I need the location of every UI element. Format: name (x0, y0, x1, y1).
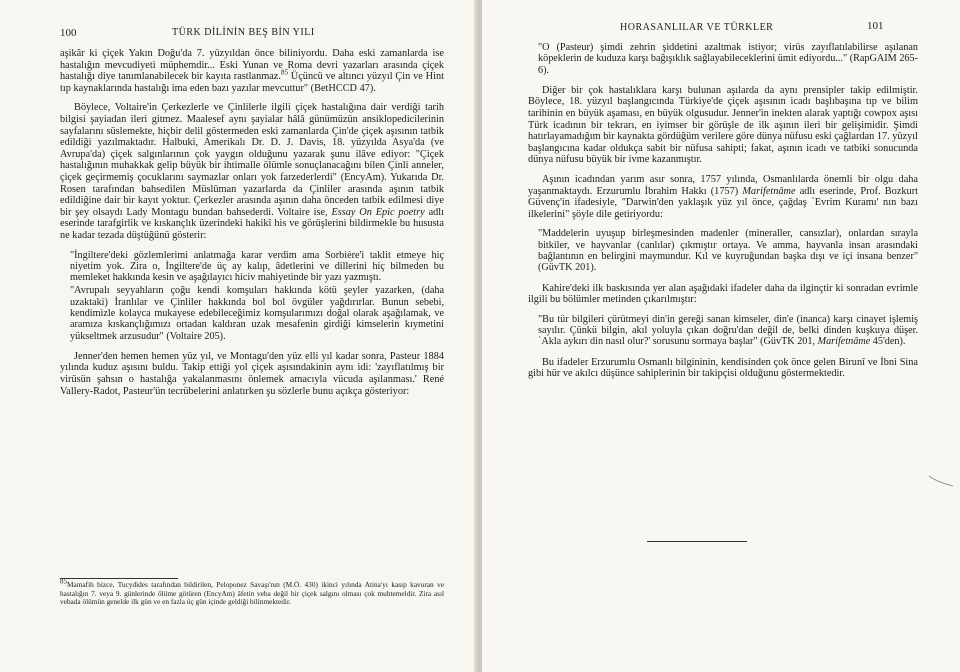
left-quote-2: "Avrupalı seyyahların çoğu kendi komşuları hakkında kötü şeyler yazarken, (daha uzaktaki) İranlılar ve Çinliler hakkında bol bol övgüler yağdırırlar. Bunun sebebi, kendimizle kolayca mukayese edebileceğimiz komşularımızı doğal olarak aşağılamak, ve aramıza kıskançlığımızı ortadan kaldıran uzak mesafenin girdiği kimselerin kıymetini yükseltmek arzusudur" (Voltaire 205). (70, 285, 444, 342)
right-paragraph-3: Kahire'deki ilk baskısında yer alan aşağıdaki ifadeler daha da ilginçtir ki sonradan evrimle ilgili bu bölümler metinden çıkarılmıştır: (528, 282, 918, 306)
left-para2-text-cont: adlı eserinde tarafgirlik ve kıskançlık üzerindeki hakikî his ve görüşlerini bildirmekle bu hususta ne kadar tezada düştüğünü gösterir: (60, 206, 445, 241)
footnote-divider (60, 578, 178, 579)
section-end-rule (647, 541, 747, 542)
right-quote-1: "Maddelerin uyuşup birleşmesinden madenler (mineraller, cansızlar), onlardan sırayla bitkiler, ve hayvanlar (canlılar) çıkmıştır ortaya. Ve amma, hayvanla insan arasındaki bağlantının en belirgini maymundur. Kıl ve kuyruğundan başka dışı ve içi insana benzer" (GüvTK 201). (538, 228, 918, 274)
right-quote-0: "O (Pasteur) şimdi zehrin şiddetini azaltmak istiyor; virüs zayıflatılabilirse aşılanan köpeklerin de kuduza karşı bağışıklık sağlayabileceklerini ümit ediyordu..." (RapGAIM 265-6). (538, 42, 918, 76)
footnote-text: Mamafih bizce, Tucydides tarafından bildirilen, Peloponez Savaşı'nın (M.Ö. 430) ikinci yılında Atina'yı kasıp kavuran ve hastalığın 7. veya 9. günlerinde ölüme götüren (EncyAm) âfetin veba değil bir çiçek salgını olması çok muhtemeldir. Zira asıl vebada ölümün genelde ilk gün ve en fazla üç gün içinde geldiği bilinmektedir. (60, 580, 444, 607)
left-body (60, 48, 444, 397)
left-para1-text: aşikâr ki çiçek Yakın Doğu'da 7. yüzyıldan önce biliniyordu. Daha eski zamanlarda ise hastalığın mevcudiyeti müphemdir... Eski Yunan ve Roma devri yazarları arasında çiçek hastalığı diye tanımlanabilecek bir kayıta rastlanmaz. (60, 48, 444, 83)
left-paragraph-2 (60, 102, 444, 241)
right-quote2-text-cont: 45'den). (870, 336, 906, 348)
running-header-left: TÜRK DİLİNİN BEŞ BİN YILI (172, 27, 315, 38)
left-paragraph-1 (60, 48, 444, 94)
right-page (482, 0, 960, 672)
left-paragraph-3: Jenner'den hemen hemen yüz yıl, ve Montagu'den yüz elli yıl kadar sonra, Pasteur 1884 yılında kuduz aşısını buldu. Takip ettiği yol çiçek aşısındakinin aynı idi: 'zayıflatılmış bir virüsün şahsın o hastalığa yakalanmasını önlemek amacıyla vücuda aşılanması.' René Vallery-Radot, Pasteur'ün tecrübelerini anlatırken şu sözlerle bunu açıkça gösteriyor: (60, 350, 444, 397)
right-para2-text-cont: adlı eserinde, Prof. Bozkurt Güvenç'in ifadesiyle, "Darwin'den yaklaşık yüz yıl önce, çağdaş `Evrim Kuramı' nın bazı ilkelerini" şöyle dile getiriyordu: (528, 185, 918, 220)
left-quote-1: "İngiltere'deki gözlemlerimi anlatmağa karar verdim ama Sorbière'i taklit etmeye hiç niyetim yok. Zira o, İngiltere'de üç ay kalıp, âdetlerini ve dillerini hiç bilmeden bu memleket hakkında kesin ve aşağılayıcı hiciv mahiyetinde bir yazı yazmıştı. (70, 249, 444, 284)
right-quote-2 (538, 314, 918, 348)
page-number-right: 101 (867, 20, 884, 32)
right-para2-italic-title: Marifetnâme (742, 185, 796, 197)
footnote-number: 85 (60, 577, 67, 586)
left-page (0, 0, 478, 672)
right-para2-text: Aşının icadından yarım asır sonra, 1757 yılında, Osmanlılarda önemli bir olgu daha yaşanmaktaydı. Erzurumlu İbrahim Hakkı (1757) (528, 174, 918, 197)
right-paragraph-2 (528, 174, 918, 220)
running-header-right: HORASANLILAR VE TÜRKLER (620, 22, 774, 33)
left-para2-italic-title: Essay On Epic poetry (331, 206, 425, 218)
right-paragraph-4: Bu ifadeler Erzurumlu Osmanlı bilgininin, kendisinden çok önce gelen Birunî ve İbni Sina gibi hür ve akılcı düşünce sahiplerinin bir takipçisi olduğunu göstermektedir. (528, 356, 918, 380)
pencil-mark-icon (927, 474, 955, 488)
page-number-left: 100 (60, 27, 77, 39)
right-quote2-italic-title: Marifetnâme (817, 336, 871, 348)
footnote (60, 577, 444, 607)
footnote-reference: 85 (280, 68, 288, 77)
right-paragraph-1: Diğer bir çok hastalıklara karşı bulunan aşılarda da aynı prensipler takip edilmiştir. Böylece, 18. yüzyıl başlangıcında Türkiye'de çiçek aşısının icadı başlıbaşına tıp ve bilim tarihinin en büyük aşaması, en büyük olgusudur. Jenner'in inekten alarak yaptığı cowpox aşısı Türk icadının bir tekrarı, en iyimser bir görüşle de ilk aşının ileri bir gelişimidir. Şimdi hatırlayamadığım bir kaynakta gördüğüm verilere göre dünya nüfusu eski çağlardan 17. yüzyıl başlangıcına kadar oldukça sabit bir nüfusa sahipti; fakat, aşının icadı ve tatbiki sonucunda dünya nüfusu büyük bir ivme kazanmıştır. (528, 84, 919, 166)
right-body (528, 42, 918, 380)
right-quote2-text: "Bu tür bilgileri çürütmeyi din'in gereği sanan kimseler, din'e (inanca) karşı cinayet işlemiş sayılır. Çünkü bilgin, akıl yoluyla çıkan doğru'dan değil de, belki dinden kuşkuya düşer. `Akla aykırı din nasıl olur?' sorusunu sormaya başlar" (GüvTK 201, (538, 313, 918, 348)
left-quote-block (70, 250, 444, 342)
left-para2-text: Böylece, Voltaire'in Çerkezlerle ve Çinlilerle ilgili çiçek hastalığına dair verdiği tarih bilgisi şayiadan ileri gitmez. Maalesef aynı şayialar hâlâ günümüzün ansiklopedicilerinin sayfalarını süslemekte, hiçbir delil göstermeden eski zamanlarda Çin'de çiçek aşısının tatbik edildiği yazılmaktadır. Halbuki, Amerikalı Dr. D. J. Davis, 18. yüzyılda Asya'da (ve Avrupa'da) çiçek salgınlarının çok yaygın olduğunu yazarak şunu ilâve ediyor: "Çiçek hastalığının muhakkak gelip büyük bir ihtimalle ölümle sonuçlanacağını bilen Çinli anneler, çiçek geçirmemiş çocuklarını saymazlar onları yok farzederlerdi" (EncyAm). Yukarıda Dr. Rosen tarafından bahsedilen Müslüman yazarlarda da Çinliler arasında aşının tatbik edildiğine dair bir kayıt yoktur. Çerkezler arasında aşının daha önceden tatbik edilmesi diye bir şey olsaydı Lady Montagu bundan bahsederdi. Voltaire ise, (60, 102, 444, 218)
left-para1-text-cont: Üçüncü ve altıncı yüzyıl Çin ve Hint tıp kaynaklarında hastalığı ima eden bazı yazılar mevcuttur" (BetHCCD 47). (60, 71, 444, 94)
